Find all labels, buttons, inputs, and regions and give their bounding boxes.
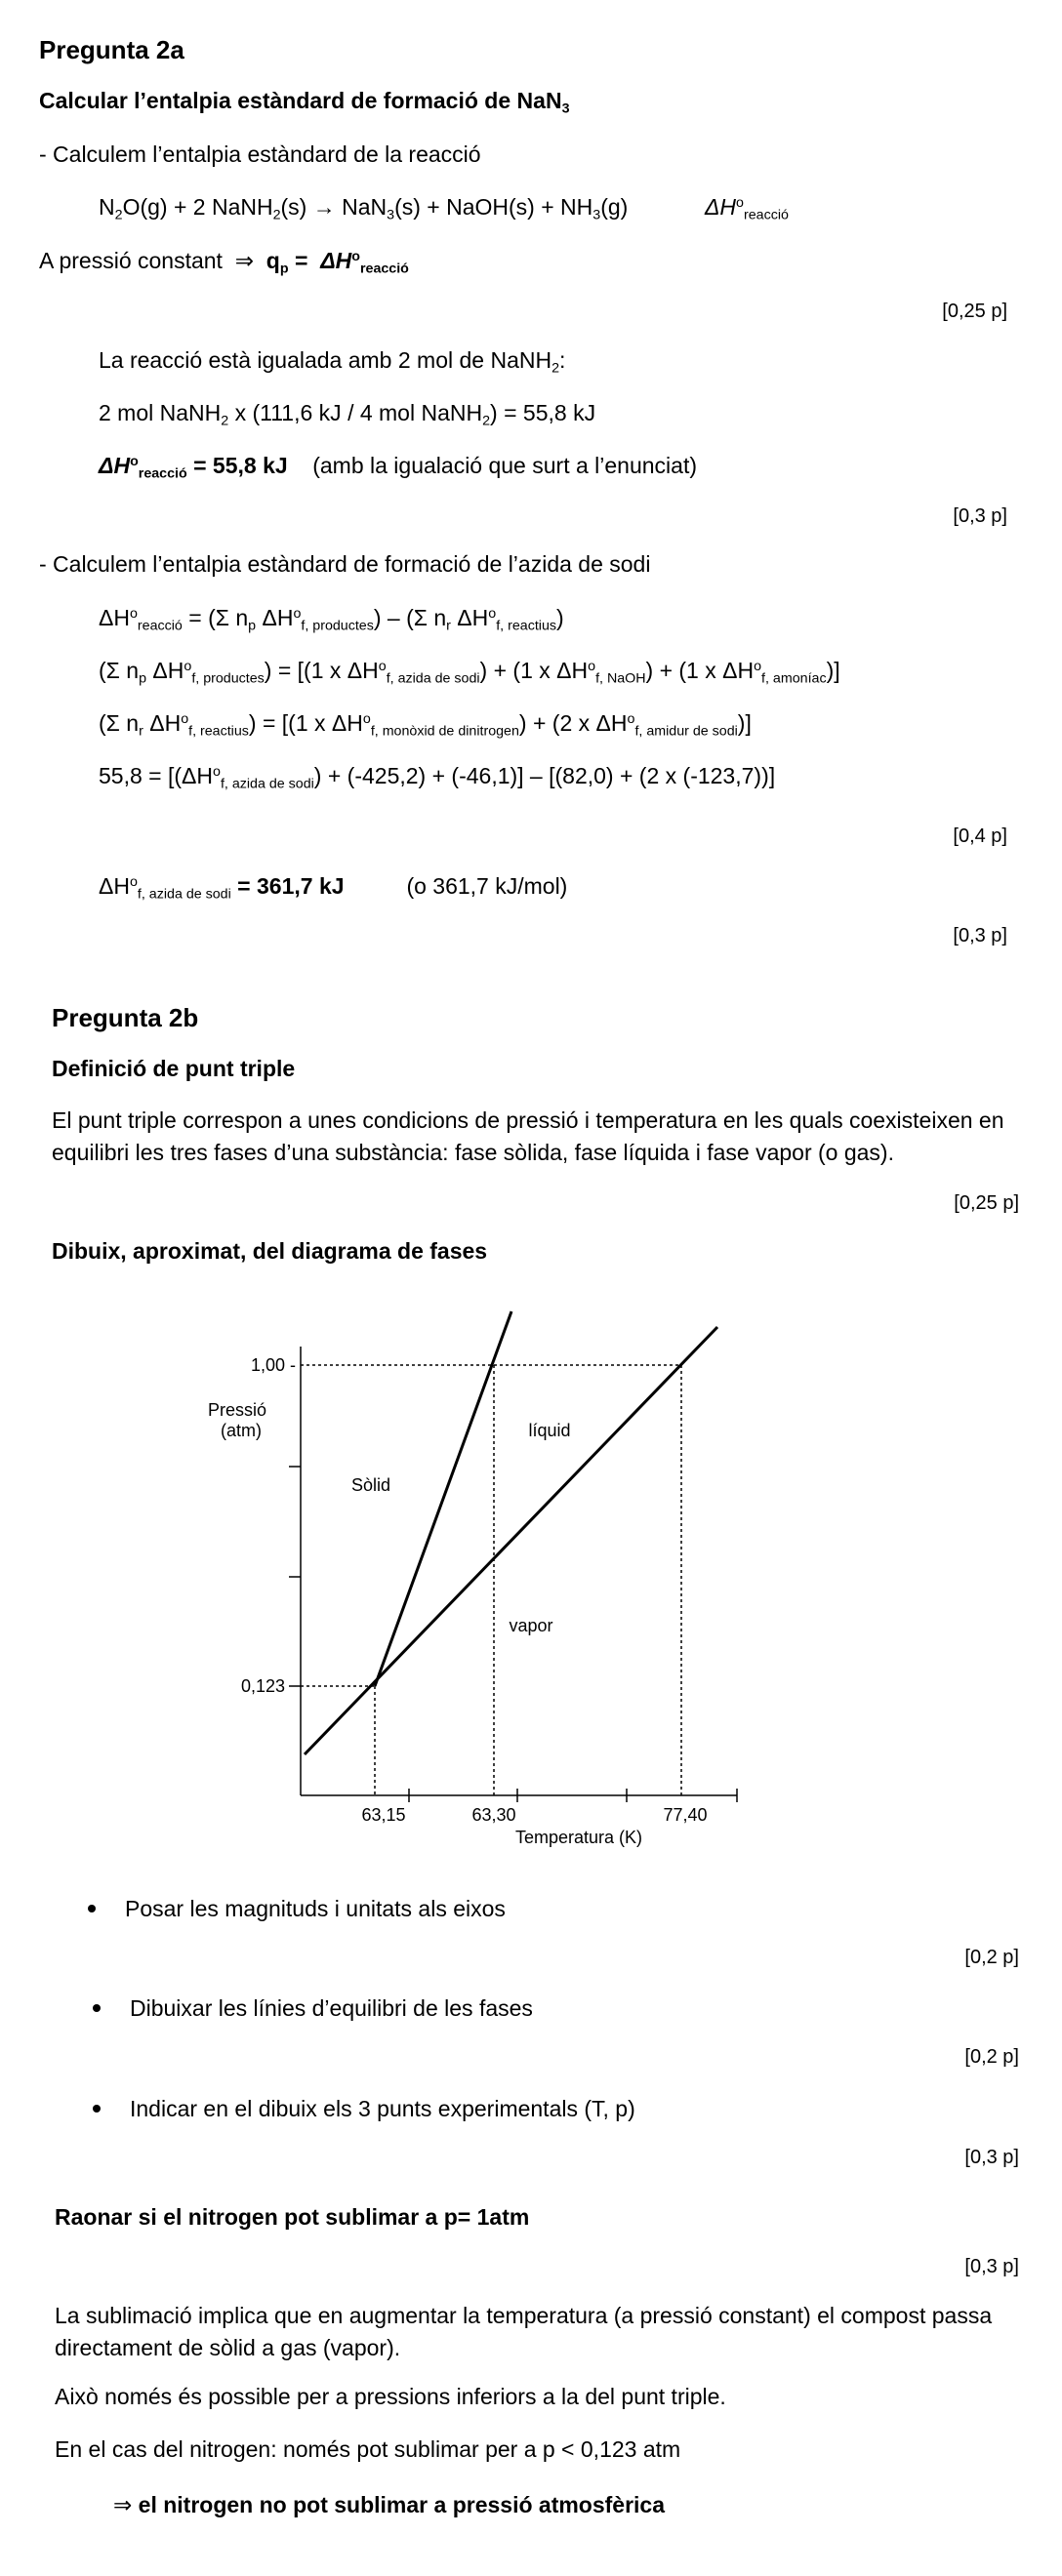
bullet-dot (93, 2105, 101, 2113)
points-badge: [0,4 p] (953, 825, 1007, 847)
melting-curve (375, 1311, 511, 1686)
bullet-dot (93, 2004, 101, 2012)
step2-text: - Calculem l’entalpia estàndard de formació de l’azida de sodi (39, 551, 651, 577)
step1-text: - Calculem l’entalpia estàndard de la reacció (39, 141, 481, 167)
sublimation-title: Raonar si el nitrogen pot sublimar a p= 1atm (55, 2204, 530, 2230)
points-badge: [0,3 p] (964, 2256, 1019, 2277)
y-tick-0123: 0,123 (240, 1676, 285, 1696)
drawing-title: Dibuix, aproximat, del diagrama de fases (52, 1238, 488, 1264)
sublimation-condition: Això només és possible per a pressions inferiors a la del punt triple. (55, 2384, 726, 2409)
region-vapor-label: vapor (509, 1616, 553, 1635)
region-liquid-label: líquid (528, 1421, 571, 1440)
formula-substitution: $55,8 = [(\Delta H^o_{f, azida de sodi}) + (-425,2) + (-46,1)] - [(82,0) + (2$ x (-123,7))] (99, 763, 776, 792)
bullet-lines: Dibuixar les línies d’equilibri de les fases (130, 1995, 533, 2021)
q2b-title: Pregunta 2b (52, 1003, 199, 1032)
region-solid-label: Sòlid (350, 1475, 391, 1495)
nitrogen-case: En el cas del nitrogen: només pot sublimar per a p < 0,123 atm (55, 2436, 681, 2462)
constant-pressure-line: A pressió constant ⇒ $q_p = \Delta H^o_{reacció}$ (39, 248, 409, 277)
points-badge: [0,25 p] (942, 301, 1007, 322)
bullet-dot (88, 1905, 96, 1912)
points-badge: [0,3 p] (953, 925, 1007, 946)
x-tick-6315: 63,15 (361, 1805, 406, 1825)
reaction-enthalpy-result: $\Delta H^o_{reacció} = 55,8$ kJ (amb la igualació que surt a l’enunciat) (99, 453, 697, 482)
formula-products: (Σ $n_p$ $\Delta H^o_{f, productes}) = [(1$ x $\Delta H^o_{f, azida de sodi}) + (1$ x $\Delta H^o_{f, NaOH}) + (1$ x $\Delta H^o_{f, amoníac}$)] (99, 658, 840, 687)
points-badge: [0,2 p] (964, 1947, 1019, 1968)
reaction-enthalpy-label: $\Delta H^o_{reacció}$ (705, 194, 789, 223)
conclusion: ⇒ el nitrogen no pot sublimar a pressió atmosfèrica (113, 2492, 666, 2517)
points-badge: [0,2 p] (964, 2046, 1019, 2068)
calculation-line: 2 mol NaNH$_2$ x (111,6 kJ / 4 mol NaNH$_2$) = 55,8 kJ (99, 400, 596, 429)
formula-reactants: (Σ $n_r$ $\Delta H^o_{f, reactius}) = [(1$ x $\Delta H^o_{f, monòxid de dinitrogen}) + (2$ x $\Delta H^o_{f, amidur de sodi}$)] (99, 710, 752, 740)
x-tick-6330: 63,30 (471, 1805, 516, 1825)
final-result: $\Delta H^o_{f, azida de sodi} = 361,7$ kJ (o 361,7 kJ/mol) (99, 873, 568, 903)
points-badge: [0,3 p] (964, 2147, 1019, 2168)
y-axis-label: Pressió (207, 1400, 267, 1420)
bullet-axes: Posar les magnituds i unitats als eixos (125, 1896, 506, 1921)
y-axis-unit: (atm) (221, 1421, 262, 1440)
x-axis-label: Temperatura (K) (514, 1828, 643, 1847)
q2a-subtitle: Calcular l’entalpia estàndard de formació de NaN$_3$ (39, 88, 570, 117)
definition-text: El punt triple correspon a unes condicions de pressió i temperatura en les quals coexisteixen en equilibri les tres fases d’una substància: fase sòlida, fase líquida i fase vapor (o gas). (52, 1107, 1004, 1165)
balanced-text: La reacció està igualada amb 2 mol de NaNH$_2$: (99, 347, 566, 377)
x-tick-7740: 77,40 (663, 1805, 708, 1825)
sublimation-vaporization-curve (305, 1327, 717, 1754)
reaction-equation: $N_2O(g) + 2$ NaNH$_2$(s) → NaN$_3$(s) + NaOH(s) + $NH_3(g)$ (99, 194, 629, 223)
y-tick-1: 1,00 - (250, 1355, 296, 1375)
points-badge: [0,3 p] (953, 505, 1007, 527)
bullet-points: Indicar en el dibuix els 3 punts experimentals (T, p) (130, 2096, 635, 2121)
phase-diagram (0, 1288, 1062, 1883)
sublimation-definition: La sublimació implica que en augmentar la temperatura (a pressió constant) el compost passa directament de sòlid a gas (vapor). (55, 2303, 993, 2360)
formula-hess: $\Delta H^o_{reacció} = (\Sigma$ $n_p$ $\Delta H^o_{f, productes}) - (\Sigma$ $n_r$ $\Delta H^o_{f, reactius}$) (99, 605, 564, 634)
points-badge: [0,25 p] (954, 1192, 1019, 1214)
definition-title: Definició de punt triple (52, 1056, 296, 1081)
q2a-title: Pregunta 2a (39, 35, 184, 64)
